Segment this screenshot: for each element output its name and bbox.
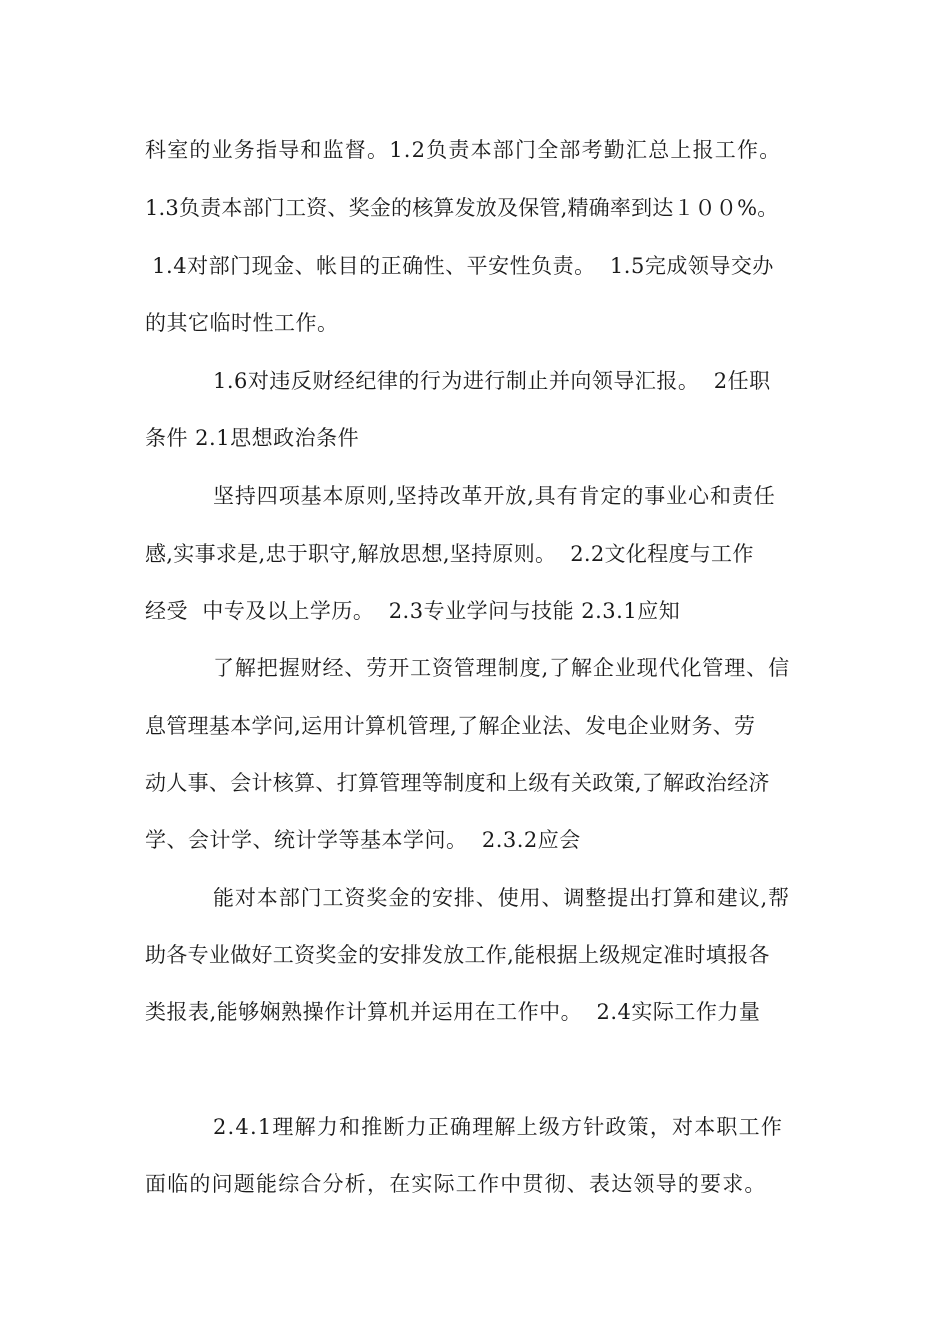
text-line-11: 息管理基本学问,运用计算机管理,了解企业法、发电企业财务、劳 [145, 714, 756, 738]
text-line-6: 条件 2.1思想政治条件 [145, 426, 360, 450]
text-line-10: 了解把握财经、劳开工资管理制度,了解企业现代化管理、信 [213, 656, 790, 680]
text-line-8: 感,实事求是,忠于职守,解放思想,坚持原则。 2.2文化程度与工作 [145, 542, 754, 566]
text-line-2: 1.3负责本部门工资、奖金的核算发放及保管,精确率到达１００%。 [145, 196, 779, 220]
text-line-3: 1.4对部门现金、帐目的正确性、平安性负责。 1.5完成领导交办 [145, 254, 774, 278]
text-line-17: 2.4.1理解力和推断力正确理解上级方针政策，对本职工作 [213, 1115, 784, 1139]
text-line-12: 动人事、会计核算、打算管理等制度和上级有关政策,了解政治经济 [145, 771, 770, 795]
text-line-14: 能对本部门工资奖金的安排、使用、调整提出打算和建议,帮 [213, 886, 790, 910]
text-line-15: 助各专业做好工资奖金的安排发放工作,能根据上级规定准时填报各 [145, 943, 770, 967]
text-line-1: 科室的业务指导和监督。1.2负责本部门全部考勤汇总上报工作。 [145, 138, 782, 162]
text-line-9: 经受 中专及以上学历。 2.3专业学问与技能 2.3.1应知 [145, 599, 681, 623]
text-line-7: 坚持四项基本原则,坚持改革开放,具有肯定的事业心和责任 [213, 484, 776, 508]
text-line-18: 面临的问题能综合分析，在实际工作中贯彻、表达领导的要求。 [145, 1172, 767, 1196]
text-line-16: 类报表,能够娴熟操作计算机并运用在工作中。 2.4实际工作力量 [145, 1000, 761, 1024]
text-line-13: 学、会计学、统计学等基本学问。 2.3.2应会 [145, 828, 581, 852]
text-line-5: 1.6对违反财经纪律的行为进行制止并向领导汇报。 2任职 [213, 369, 771, 393]
text-line-4: 的其它临时性工作。 [145, 311, 339, 335]
